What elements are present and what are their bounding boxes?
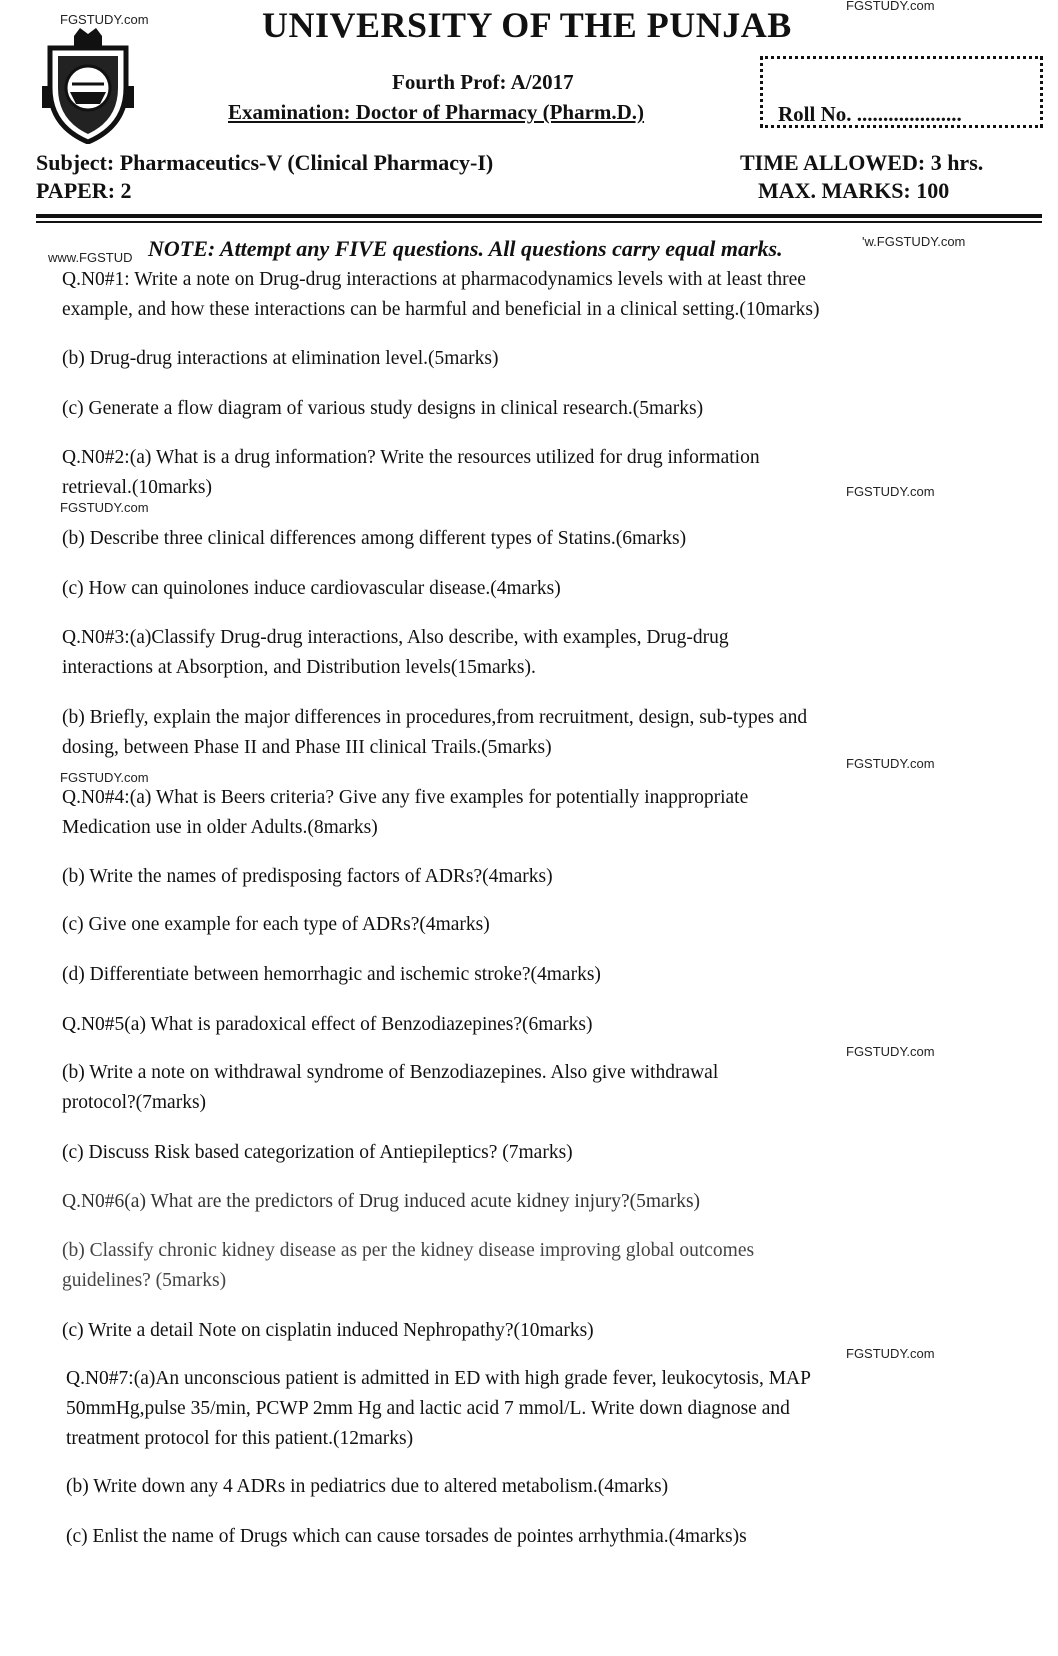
subject-line: Subject: Pharmaceutics-V (Clinical Pharmacy-I): [36, 150, 494, 175]
question-block: (c) Generate a flow diagram of various study designs in clinical research.(5marks): [62, 398, 704, 419]
question-block: (b) Drug-drug interactions at elimination level.(5marks): [62, 348, 499, 369]
watermark: FGSTUDY.com: [60, 500, 149, 515]
header-rule: [36, 221, 1042, 223]
watermark: 'w.FGSTUDY.com: [862, 234, 966, 249]
question-block: Q.N0#6(a) What are the predictors of Drug induced acute kidney injury?(5marks): [62, 1191, 701, 1212]
question-block: (b) Describe three clinical differences among different types of Statins.(6marks): [62, 528, 687, 549]
university-title: UNIVERSITY OF THE PUNJAB: [262, 5, 792, 45]
question-block: Q.N0#1: Write a note on Drug-drug interactions at pharmacodynamics levels with at least three example, and how these interactions can be harmful and beneficial in a clinical setting.(10marks): [62, 269, 820, 320]
question-block: (c) Write a detail Note on cisplatin induced Nephropathy?(10marks): [62, 1320, 594, 1341]
question-block: Q.N0#4:(a) What is Beers criteria? Give any five examples for potentially inappropriate Medication use in older Adults.(8marks): [62, 787, 749, 838]
header-rule: [36, 214, 1042, 218]
instructions-note: NOTE: Attempt any FIVE questions. All questions carry equal marks.: [148, 236, 783, 261]
watermark: FGSTUDY.com: [60, 12, 149, 27]
question-block: Q.N0#3:(a)Classify Drug-drug interactions, Also describe, with examples, Drug-drug interactions at Absorption, and Distribution levels(15marks).: [62, 627, 729, 678]
question-block: (c) How can quinolones induce cardiovascular disease.(4marks): [62, 578, 561, 599]
watermark: FGSTUDY.com: [846, 1044, 935, 1059]
roll-number-field: Roll No. ....................: [778, 102, 962, 126]
watermark: FGSTUDY.com: [846, 0, 935, 13]
watermark: FGSTUDY.com: [60, 770, 149, 785]
watermark: www.FGSTUD: [48, 250, 133, 265]
question-block: (c) Discuss Risk based categorization of Antiepileptics? (7marks): [62, 1142, 573, 1163]
watermark: FGSTUDY.com: [846, 756, 935, 771]
watermark: FGSTUDY.com: [846, 484, 935, 499]
question-block: Q.N0#7:(a)An unconscious patient is admitted in ED with high grade fever, leukocytosis, MAP 50mmHg,pulse 35/min, PCWP 2mm Hg and lactic acid 7 mmol/L. Write down diagnose and treatment protocol for this patient.(12marks): [66, 1368, 811, 1449]
paper-line: PAPER: 2: [36, 178, 132, 203]
question-block: Q.N0#2:(a) What is a drug information? Write the resources utilized for drug information retrieval.(10marks): [62, 447, 760, 498]
question-block: (c) Enlist the name of Drugs which can cause torsades de pointes arrhythmia.(4marks)s: [66, 1526, 747, 1547]
question-block: (b) Classify chronic kidney disease as per the kidney disease improving global outcomes guidelines? (5marks): [62, 1240, 755, 1291]
question-block: Q.N0#5(a) What is paradoxical effect of Benzodiazepines?(6marks): [62, 1014, 593, 1035]
question-block: (c) Give one example for each type of ADRs?(4marks): [62, 914, 490, 935]
university-crest-icon: [36, 26, 140, 144]
question-block: (b) Write down any 4 ADRs in pediatrics due to altered metabolism.(4marks): [66, 1476, 669, 1497]
question-block: (b) Write a note on withdrawal syndrome of Benzodiazepines. Also give withdrawal protocol?(7marks): [62, 1062, 719, 1113]
watermark: FGSTUDY.com: [846, 1346, 935, 1361]
question-block: (b) Briefly, explain the major differences in procedures,from recruitment, design, sub-types and dosing, between Phase II and Phase III clinical Trails.(5marks): [62, 707, 808, 758]
question-block: (b) Write the names of predisposing factors of ADRs?(4marks): [62, 866, 553, 887]
prof-line: Fourth Prof: A/2017: [392, 70, 574, 94]
examination-line: Examination: Doctor of Pharmacy (Pharm.D.): [228, 100, 645, 124]
time-allowed: TIME ALLOWED: 3 hrs.: [740, 150, 984, 175]
question-block: (d) Differentiate between hemorrhagic and ischemic stroke?(4marks): [62, 964, 601, 985]
max-marks: MAX. MARKS: 100: [758, 178, 950, 203]
